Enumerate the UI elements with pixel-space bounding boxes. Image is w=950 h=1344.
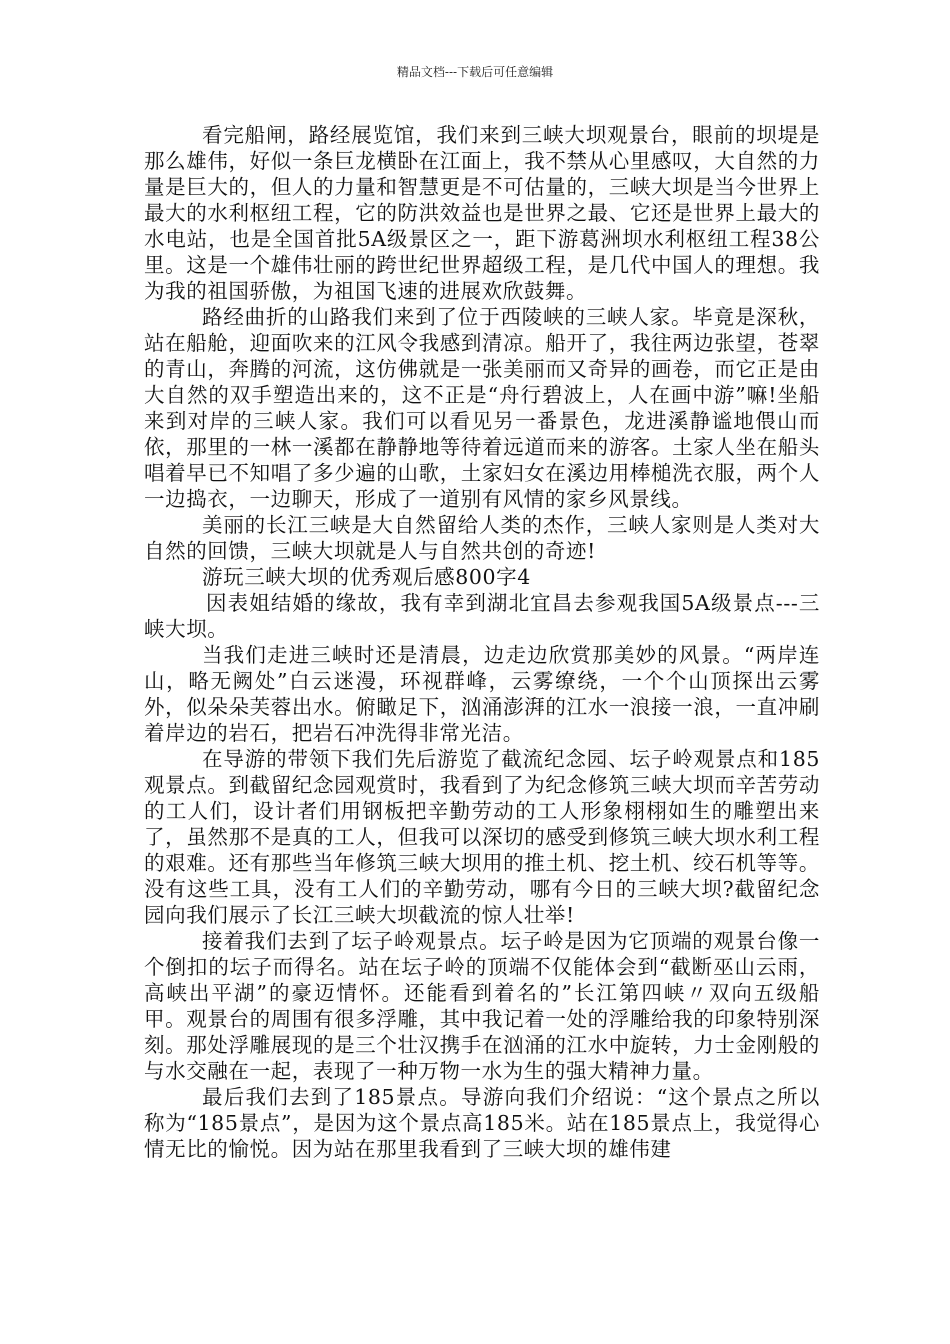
paragraph-essay-title: 游玩三峡大坝的优秀观后感800字4 [202, 565, 531, 589]
paragraph-185-viewpoint: 最后我们去到了185景点。导游向我们介绍说：“这个景点之所以称为“185景点”，是因为这个景点高185米。站在185景点上，我觉得心情无比的愉悦。因为站在那里我看到了三峡大坝的雄伟建 [144, 1085, 820, 1161]
paragraph-morning-scenery: 当我们走进三峡时还是清晨，边走边欣赏那美妙的风景。“两岸连山，略无阙处”白云迷漫，环视群峰，云雾缭绕，一个个山顶探出云雾外，似朵朵芙蓉出水。俯瞰足下，汹涌澎湃的江水一浪接一浪，一直冲刷着岸边的岩石，把岩石冲洗得非常光洁。 [144, 643, 820, 745]
paragraph-dam-viewing-platform: 看完船闸，路经展览馆，我们来到三峡大坝观景台，眼前的坝堤是那么雄伟，好似一条巨龙横卧在江面上，我不禁从心里感叹，大自然的力量是巨大的，但人的力量和智慧更是不可估量的，三峡大坝是当今世界上最大的水利枢纽工程，它的防洪效益也是世界之最、它还是世界上最大的水电站，也是全国首批5A级景区之一，距下游葛洲坝水利枢纽工程38公里。这是一个雄伟壮丽的跨世纪世界超级工程，是几代中国人的理想。我为我的祖国骄傲，为祖国飞速的进展欢欣鼓舞。 [144, 123, 820, 303]
page-header: 精品文档---下载后可任意编辑 [396, 65, 554, 79]
article-body [144, 122, 820, 1162]
paragraph-cousin-wedding: 因表姐结婚的缘故，我有幸到湖北宜昌去参观我国5A级景点---三峡大坝。 [144, 591, 820, 641]
paragraph-tanziling: 接着我们去到了坛子岭观景点。坛子岭是因为它顶端的观景台像一个倒扣的坛子而得名。站在坛子岭的顶端不仅能体会到“截断巫山云雨，高峡出平湖”的豪迈情怀。还能看到着名的”长江第四峡〃双向五级船甲。观景台的周围有很多浮雕，其中我记着一处的浮雕给我的印象特别深刻。那处浮雕展现的是三个壮汉携手在汹涌的江水中旋转，力士金刚般的与水交融在一起，表现了一种万物一水为生的强大精神力量。 [144, 929, 820, 1083]
paragraph-memorial-park: 在导游的带领下我们先后游览了截流纪念园、坛子岭观景点和185观景点。到截留纪念园观赏时，我看到了为纪念修筑三峡大坝而辛苦劳动的工人们，设计者们用钢板把辛勤劳动的工人形象栩栩如生的雕塑出来了，虽然那不是真的工人，但我可以深切的感受到修筑三峡大坝水利工程的艰难。还有那些当年修筑三峡大坝用的推土机、挖土机、绞石机等等。没有这些工具，没有工人们的辛勤劳动，哪有今日的三峡大坝?截留纪念园向我们展示了长江三峡大坝截流的惊人壮举! [144, 747, 820, 927]
paragraph-three-gorges-family: 路经曲折的山路我们来到了位于西陵峡的三峡人家。毕竟是深秋，站在船舱，迎面吹来的江风令我感到清凉。船开了，我往两边张望，苍翠的青山，奔腾的河流，这仿佛就是一张美丽而又奇异的画卷，而它正是由大自然的双手塑造出来的，这不正是“舟行碧波上，人在画中游”嘛!坐船来到对岸的三峡人家。我们可以看见另一番景色，龙进溪静谧地偎山而依，那里的一林一溪都在静静地等待着远道而来的游客。土家人坐在船头唱着早已不知唱了多少遍的山歌，土家妇女在溪边用棒槌洗衣服，两个人一边捣衣，一边聊天，形成了一道别有风情的家乡风景线。 [144, 305, 820, 511]
paragraph-nature-masterpiece: 美丽的长江三峡是大自然留给人类的杰作，三峡人家则是人类对大自然的回馈，三峡大坝就是人与自然共创的奇迹! [144, 513, 820, 563]
